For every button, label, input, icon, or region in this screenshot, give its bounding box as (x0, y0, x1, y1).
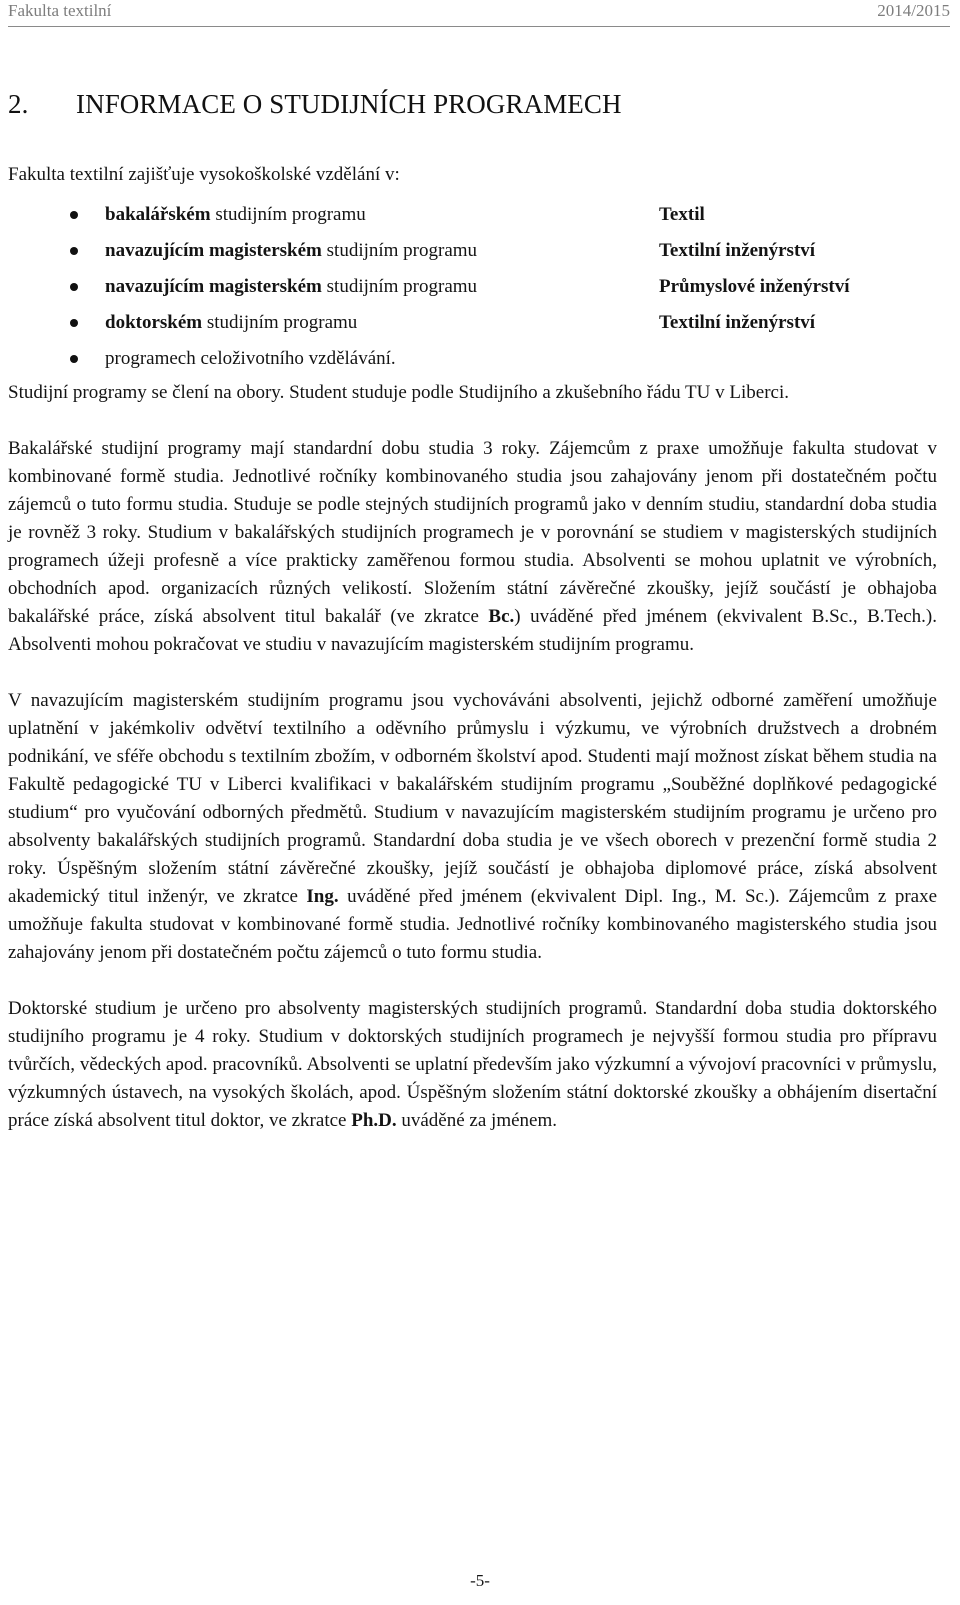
program-type-bold: navazujícím magisterském (105, 276, 322, 297)
paragraph-master-studies (8, 687, 937, 967)
program-type-bold: navazujícím magisterském (105, 240, 322, 261)
paragraph-study-fields: Studijní programy se člení na obory. Student studuje podle Studijního a zkušebního řádu TU v Liberci. (8, 382, 789, 403)
section-title: INFORMACE O STUDIJNÍCH PROGRAMECH (76, 89, 622, 119)
program-item-master-textile (8, 233, 937, 269)
bullet-icon (70, 211, 78, 219)
doctoral-text-part-1: Doktorské studium je určeno pro absolventy magisterských studijních programů. Standardní doba studia doktorského studijního programu je 4 roky. Studium v doktorských studijních programech je nejvyšší formou studia pro přípravu tvůrčích, vědeckých apod. pracovníků. Absolventi se uplatní především jako výzkumní a vývojoví pracovníci v průmyslu, výzkumných ústavech, na vysokých školách, apod. Úspěšným složením státní doktorské zkoušky a obhájením disertační práce získá absolvent titul doktor, ve zkratce (8, 998, 937, 1131)
page-content (8, 84, 937, 1135)
program-type (105, 341, 396, 377)
program-name: Textilní inženýrství (659, 312, 816, 333)
header-academic-year: 2014/2015 (877, 1, 950, 20)
program-type-bold: bakalářském (105, 204, 211, 225)
master-degree-abbreviation: Ing. (306, 886, 339, 907)
program-type (105, 269, 477, 305)
program-type-rest: studijním programu (321, 240, 478, 261)
section-heading (8, 84, 937, 124)
program-type-rest: studijním programu (321, 276, 478, 297)
master-text-part-1: V navazujícím magisterském studijním programu jsou vychováváni absolventi, jejichž odborné zaměření umožňuje uplatnění v jakémkoliv odvětví textilního a oděvního průmyslu i výzkumu, ve výrobních družstvech a drobném podnikání, ve sféře obchodu s textilním zbožím, v odborném školství apod. Studenti mají možnost získat během studia na Fakultě pedagogické TU v Liberci kvalifikaci v bakalářském studijním programu „Souběžné doplňkové pedagogické studium“ pro vyučování odborných předmětů. Studium v navazujícím magisterském studijním programu je určeno pro absolventy bakalářských studijních programů. Standardní doba studia je ve všech oborech v prezenční formě studia 2 roky. Úspěšným složením státní závěrečné zkoušky, jejíž součástí je obhajoba diplomové práce, získá absolvent akademický titul inženýr, ve zkratce (8, 690, 937, 907)
doctoral-text-part-2: uváděné za jménem. (396, 1110, 557, 1131)
program-name: Textil (659, 204, 705, 225)
program-type-rest: studijním programu (202, 312, 358, 333)
header-faculty-name: Fakulta textilní (8, 1, 112, 20)
program-item-doctoral (8, 305, 937, 341)
bachelor-text-part-2: ) uváděné před jménem (ekvivalent B.Sc., B.Tech.). Absolventi mohou pokračovat ve studiu v navazujícím magisterském studijním programu. (8, 606, 937, 655)
page-header (8, 0, 950, 27)
bullet-icon (70, 283, 78, 291)
program-list (8, 197, 937, 377)
bachelor-text-part-1: Bakalářské studijní programy mají standardní dobu studia 3 roky. Zájemcům z praxe umožňuje fakulta studovat v kombinované formě studia. Jednotlivé ročníky kombinovaného studia jsou zahajovány jenom při dostatečném počtu zájemců o tuto formu studia. Studuje se podle stejných studijních programů jako v denním studiu, standardní doba studia je rovněž 3 roky. Studium v bakalářských studijních programech je v porovnání se studiem v magisterských studijních programech úžeji profesně a více prakticky zaměřenou formou studia. Absolventi se mohou uplatnit ve výrobních, obchodních apod. organizacích různých velikostí. Složením státní závěrečné zkoušky, jejíž součástí je obhajoba bakalářské práce, získá absolvent titul bakalář (ve zkratce (8, 438, 937, 627)
program-item-master-industrial (8, 269, 937, 305)
program-type-rest: studijním programu (210, 204, 366, 225)
bullet-icon (70, 355, 78, 363)
program-type-rest: programech celoživotního vzdělávání. (105, 348, 396, 369)
section-number: 2. (8, 89, 29, 119)
program-type-bold: doktorském (105, 312, 203, 333)
bachelor-degree-abbreviation: Bc. (488, 606, 515, 627)
program-item-lifelong (8, 341, 937, 377)
page-number: -5- (470, 1571, 490, 1590)
page-footer (0, 1570, 960, 1592)
program-type (105, 305, 357, 341)
intro-paragraph: Fakulta textilní zajišťuje vysokoškolské vzdělání v: (8, 164, 400, 185)
paragraph-bachelor-studies (8, 435, 937, 659)
bullet-icon (70, 247, 78, 255)
doctoral-degree-abbreviation: Ph.D. (351, 1110, 397, 1131)
master-text-part-2: uváděné před jménem (ekvivalent Dipl. Ing., M. Sc.). Zájemcům z praxe umožňuje fakulta studovat v kombinované formě studia. Jednotlivé ročníky kombinovaného magisterského studia jsou zahajovány jenom při dostatečném počtu zájemců o tuto formu studia. (8, 886, 938, 963)
program-name: Průmyslové inženýrství (659, 276, 850, 297)
program-type (105, 197, 366, 233)
program-type (105, 233, 477, 269)
paragraph-doctoral-studies (8, 995, 937, 1135)
program-name: Textilní inženýrství (659, 240, 816, 261)
program-item-bachelor (8, 197, 937, 233)
bullet-icon (70, 319, 78, 327)
